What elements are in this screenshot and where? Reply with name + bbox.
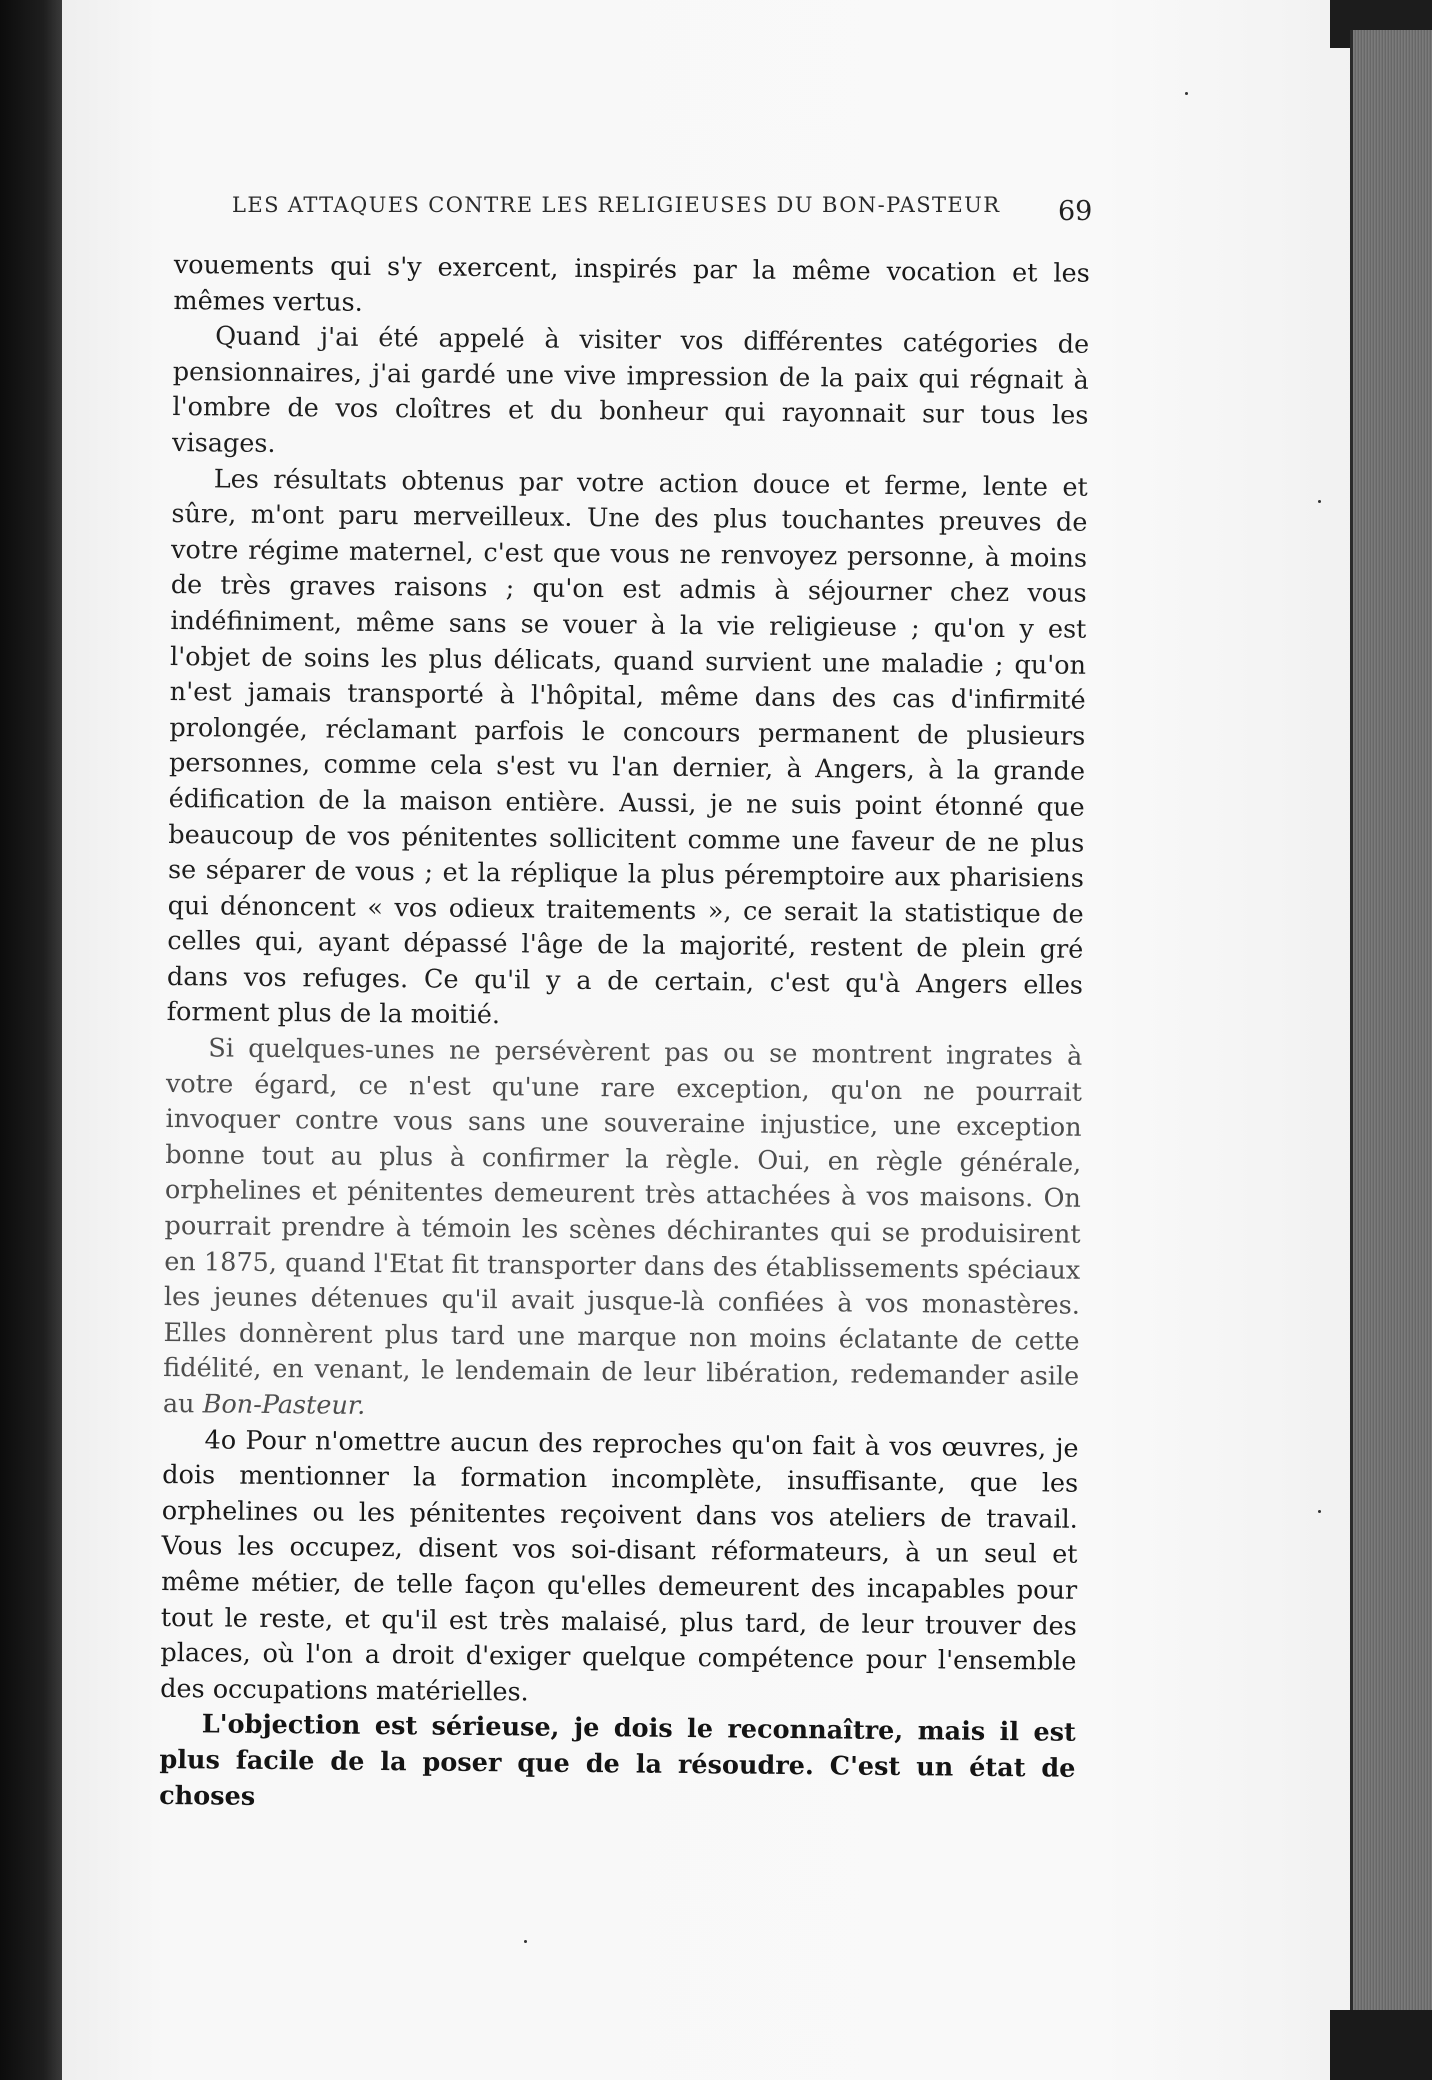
paragraph-4	[163, 1031, 1083, 1431]
book-edge-bottom-shadow	[1330, 2010, 1432, 2080]
paragraph-6: L'objection est sérieuse, je dois le reconnaître, mais il est plus facile de la poser que de la résoudre. C'est un état de choses	[159, 1709, 1076, 1812]
running-head: LES ATTAQUES CONTRE LES RELIGIEUSES DU BON-PASTEUR	[232, 193, 1001, 217]
paragraph-3: Les résultats obtenus par votre action douce et ferme, lente et sûre, m'ont paru merveilleux. Une des plus touchantes preuves de votre régime maternel, c'est que vous ne renvoyez personne, à moins de très graves raisons ; qu'on est admis à séjourner chez vous indéfiniment, même sans se vouer à la vie religieuse ; qu'on y est l'objet de soins les plus délicats, quand survient une maladie ; qu'on n'est jamais transporté à l'hôpital, même dans des cas d'infirmité prolongée, réclamant parfois le concours permanent de plusieurs personnes, comme cela s'est vu l'an dernier, à Angers, à la grande édification de la maison entière. Aussi, je ne suis point étonné que beaucoup de vos pénitentes sollicitent comme une faveur de ne plus se séparer de vous ; et la réplique la plus péremptoire aux pharisiens qui dénoncent « vos odieux traitements », ce serait la statistique de celles qui, ayant dépassé l'âge de la majorité, restent de plein gré dans vos refuges. Ce qu'il y a de certain, c'est qu'à Angers elles forment plus de la moitié.	[166, 463, 1088, 1031]
scan-speck	[524, 1940, 527, 1943]
paragraph-5: 4o Pour n'omettre aucun des reproches qu'on fait à vos œuvres, je dois mentionner la formation incomplète, insuffisante, que les orphelines ou les pénitentes reçoivent dans vos ateliers de travail. Vous les occupez, disent vos soi-disant réformateurs, à un seul et même métier, de telle façon qu'elles demeurent des incapables pour tout le reste, et qu'il est très malaisé, plus tard, de leur trouver des places, où l'on a droit d'exiger quelque compétence pour l'ensemble des occupations matérielles.	[160, 1424, 1079, 1708]
scan-left-gutter	[0, 0, 62, 2080]
paragraph-1: vouements qui s'y exercent, inspirés par la même vocation et les mêmes vertus.	[173, 249, 1090, 318]
book-page-edges	[1350, 30, 1432, 2020]
paragraph-4-italic: Bon-Pasteur.	[202, 1389, 366, 1421]
paragraph-4-text: Si quelques-unes ne persévèrent pas ou se montrent ingrates à votre égard, ce n'est qu'une rare exception, qu'on ne pourrait invoquer contre vous sans une souveraine injustice, une exception bonne tout au plus à confirmer la règle. Oui, en règle générale, orphelines et pénitentes demeurent très attachées à vos maisons. On pourrait prendre à témoin les scènes déchirantes qui se produisirent en 1875, quand l'Etat fit transporter dans des établissements spéciaux les jeunes détenues qu'il avait jusque-là confiées à vos monastères. Elles donnèrent plus tard une marque non moins éclatante de cette fidélité, en venant, le lendemain de leur libération, redemander asile au	[162, 1033, 1083, 1420]
scan-speck	[1318, 500, 1321, 503]
scan-speck	[1318, 1510, 1321, 1513]
body-text	[159, 248, 1090, 1823]
paragraph-2: Quand j'ai été appelé à visiter vos différentes catégories de pensionnaires, j'ai gardé une vive impression de la paix qui régnait à l'ombre de vos cloîtres et du bonheur qui rayonnait sur tous les visages.	[171, 321, 1090, 459]
page-number: 69	[1058, 196, 1093, 227]
scan-speck	[1185, 92, 1188, 95]
